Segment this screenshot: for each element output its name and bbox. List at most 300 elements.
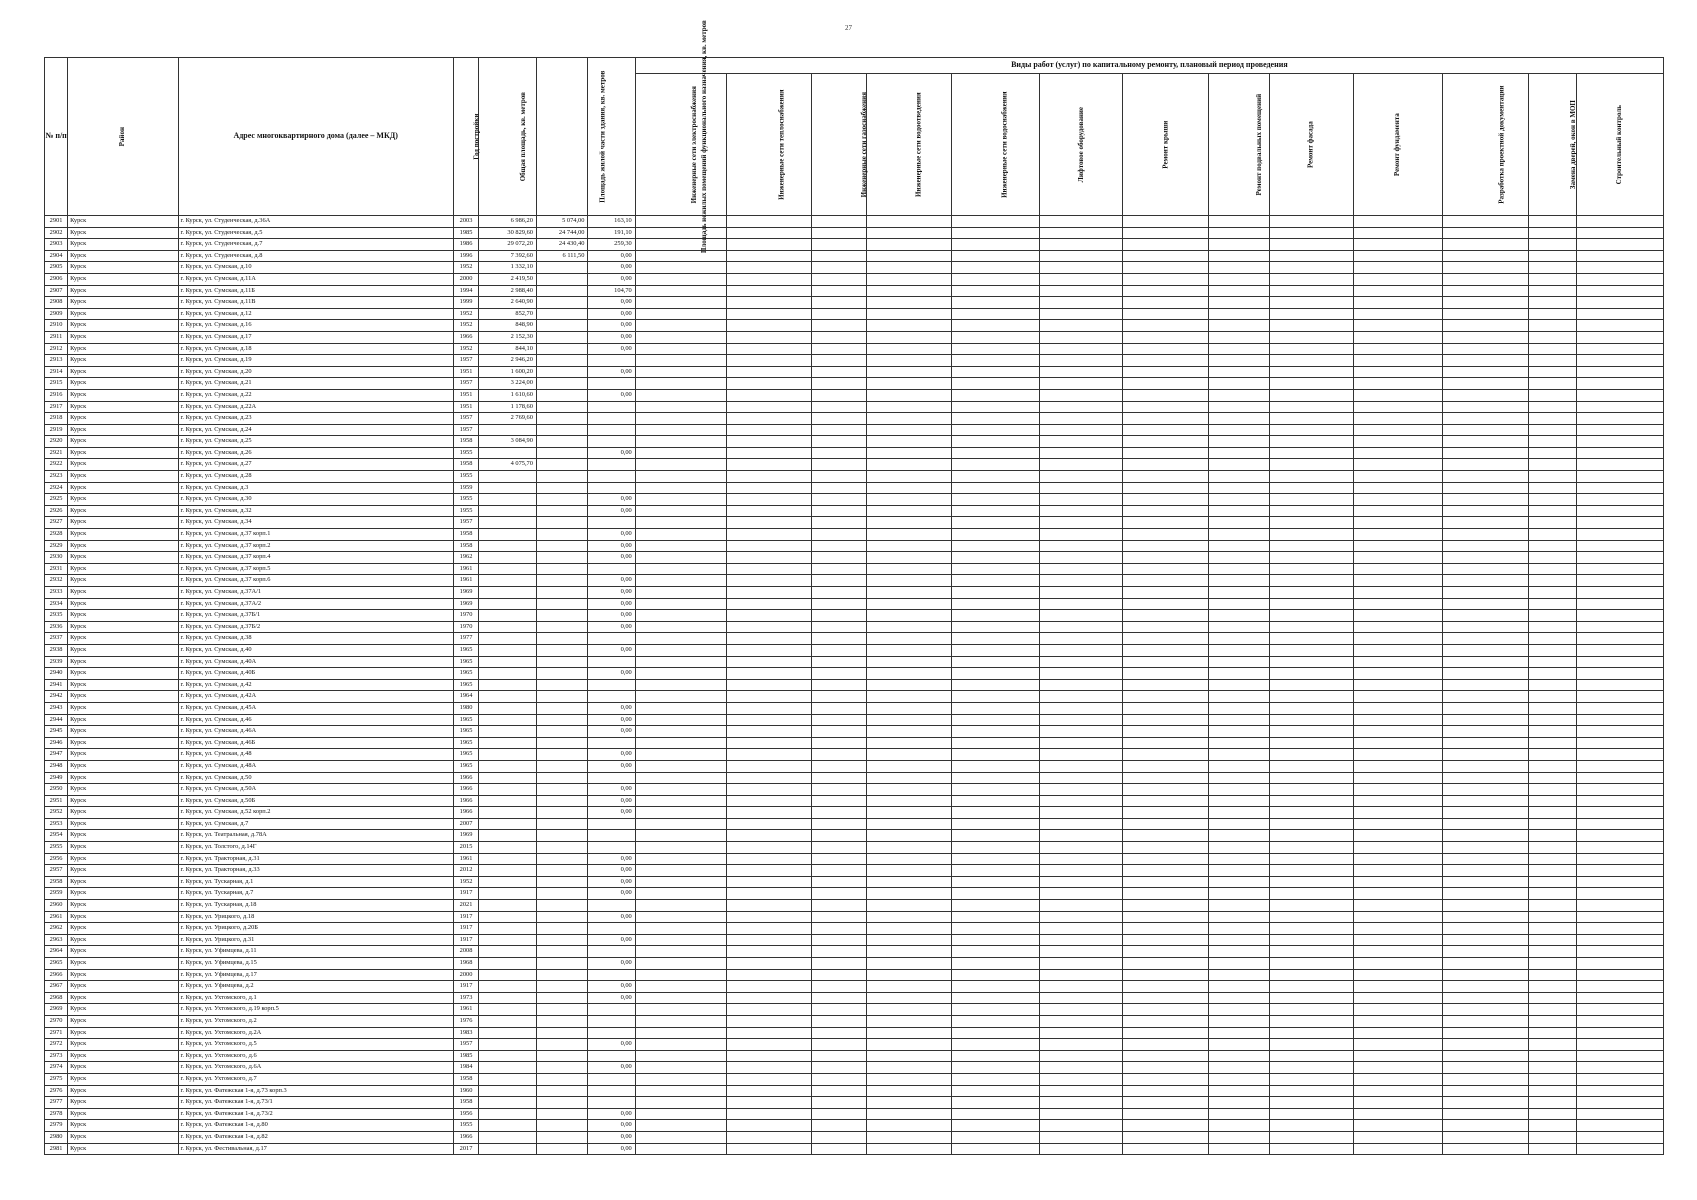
cell-work-6 — [1123, 946, 1208, 958]
cell-work-7 — [1208, 853, 1269, 865]
cell-work-3 — [867, 1050, 952, 1062]
cell-work-11 — [1529, 436, 1576, 448]
cell-work-11 — [1529, 1015, 1576, 1027]
cell-nonres-area: 0,00 — [588, 795, 635, 807]
cell-work-0 — [635, 401, 726, 413]
cell-work-4 — [952, 471, 1040, 483]
cell-district: Курск — [68, 992, 178, 1004]
cell-work-2 — [812, 1015, 867, 1027]
cell-work-6 — [1123, 900, 1208, 912]
cell-work-9 — [1353, 459, 1442, 471]
header-work-11: Замена дверей, окон в МОП — [1529, 74, 1576, 216]
cell-work-11 — [1529, 575, 1576, 587]
cell-work-9 — [1353, 1062, 1442, 1074]
cell-district: Курск — [68, 969, 178, 981]
cell-living-area — [536, 784, 588, 796]
cell-work-8 — [1269, 331, 1353, 343]
cell-district: Курск — [68, 610, 178, 622]
cell-work-8 — [1269, 250, 1353, 262]
cell-year: 2008 — [453, 946, 478, 958]
table-row — [45, 621, 1664, 633]
cell-work-0 — [635, 517, 726, 529]
cell-work-1 — [727, 1131, 812, 1143]
cell-work-5 — [1040, 691, 1123, 703]
cell-total-area — [479, 876, 537, 888]
cell-work-0 — [635, 1085, 726, 1097]
cell-address: г. Курск, ул. Ухтомского, д.6А — [178, 1062, 453, 1074]
cell-work-1 — [727, 1073, 812, 1085]
cell-work-8 — [1269, 343, 1353, 355]
cell-num: 2915 — [45, 378, 68, 390]
cell-year: 1985 — [453, 227, 478, 239]
cell-living-area — [536, 633, 588, 645]
cell-work-12 — [1576, 436, 1663, 448]
cell-nonres-area: 0,00 — [588, 343, 635, 355]
cell-year: 2003 — [453, 216, 478, 228]
cell-work-5 — [1040, 331, 1123, 343]
cell-work-10 — [1443, 1085, 1529, 1097]
cell-work-7 — [1208, 1120, 1269, 1132]
cell-work-9 — [1353, 1004, 1442, 1016]
cell-work-9 — [1353, 807, 1442, 819]
cell-total-area — [479, 842, 537, 854]
cell-work-4 — [952, 239, 1040, 251]
cell-work-5 — [1040, 1073, 1123, 1085]
cell-work-7 — [1208, 575, 1269, 587]
cell-work-9 — [1353, 598, 1442, 610]
cell-work-3 — [867, 1004, 952, 1016]
cell-nonres-area: 0,00 — [588, 807, 635, 819]
cell-work-12 — [1576, 1097, 1663, 1109]
cell-work-1 — [727, 436, 812, 448]
cell-work-6 — [1123, 702, 1208, 714]
cell-work-11 — [1529, 818, 1576, 830]
table-row — [45, 888, 1664, 900]
cell-work-9 — [1353, 842, 1442, 854]
cell-work-2 — [812, 355, 867, 367]
cell-address: г. Курск, ул. Фатежская 1-я, д.73/2 — [178, 1108, 453, 1120]
cell-work-6 — [1123, 563, 1208, 575]
cell-work-1 — [727, 355, 812, 367]
cell-district: Курск — [68, 262, 178, 274]
cell-work-5 — [1040, 1085, 1123, 1097]
cell-work-8 — [1269, 668, 1353, 680]
cell-work-12 — [1576, 644, 1663, 656]
cell-total-area — [479, 726, 537, 738]
cell-work-10 — [1443, 668, 1529, 680]
cell-total-area — [479, 598, 537, 610]
cell-district: Курск — [68, 331, 178, 343]
cell-nonres-area: 0,00 — [588, 366, 635, 378]
cell-work-5 — [1040, 401, 1123, 413]
cell-work-6 — [1123, 772, 1208, 784]
cell-address: г. Курск, ул. Сумская, д.50А — [178, 784, 453, 796]
cell-address: г. Курск, ул. Сумская, д.25 — [178, 436, 453, 448]
cell-work-6 — [1123, 644, 1208, 656]
cell-work-7 — [1208, 1050, 1269, 1062]
cell-total-area — [479, 1085, 537, 1097]
cell-district: Курск — [68, 1143, 178, 1155]
cell-year: 1983 — [453, 1027, 478, 1039]
cell-total-area: 2 769,60 — [479, 413, 537, 425]
cell-work-7 — [1208, 1004, 1269, 1016]
cell-nonres-area — [588, 830, 635, 842]
cell-work-11 — [1529, 239, 1576, 251]
cell-district: Курск — [68, 1097, 178, 1109]
cell-work-12 — [1576, 946, 1663, 958]
cell-district: Курск — [68, 795, 178, 807]
cell-work-11 — [1529, 772, 1576, 784]
cell-work-11 — [1529, 401, 1576, 413]
cell-work-4 — [952, 587, 1040, 599]
cell-work-4 — [952, 784, 1040, 796]
cell-work-0 — [635, 262, 726, 274]
table-row — [45, 389, 1664, 401]
table-row — [45, 807, 1664, 819]
cell-year: 1968 — [453, 958, 478, 970]
cell-work-8 — [1269, 958, 1353, 970]
cell-num: 2938 — [45, 644, 68, 656]
cell-nonres-area: 0,00 — [588, 784, 635, 796]
cell-address: г. Курск, ул. Сумская, д.50Б — [178, 795, 453, 807]
cell-work-4 — [952, 981, 1040, 993]
header-work-8: Ремонт фасада — [1269, 74, 1353, 216]
cell-work-7 — [1208, 992, 1269, 1004]
cell-work-0 — [635, 587, 726, 599]
cell-total-area — [479, 772, 537, 784]
cell-work-1 — [727, 389, 812, 401]
cell-work-4 — [952, 633, 1040, 645]
cell-living-area — [536, 517, 588, 529]
cell-work-8 — [1269, 413, 1353, 425]
cell-address: г. Курск, ул. Сумская, д.11В — [178, 297, 453, 309]
cell-address: г. Курск, ул. Сумская, д.48 — [178, 749, 453, 761]
cell-work-3 — [867, 1027, 952, 1039]
cell-living-area — [536, 436, 588, 448]
cell-total-area — [479, 471, 537, 483]
cell-address: г. Курск, ул. Сумская, д.37 корп.1 — [178, 529, 453, 541]
cell-work-9 — [1353, 1108, 1442, 1120]
cell-work-1 — [727, 1085, 812, 1097]
cell-work-10 — [1443, 331, 1529, 343]
cell-work-11 — [1529, 807, 1576, 819]
cell-work-5 — [1040, 668, 1123, 680]
cell-work-7 — [1208, 760, 1269, 772]
cell-work-12 — [1576, 378, 1663, 390]
cell-work-0 — [635, 992, 726, 1004]
cell-work-5 — [1040, 413, 1123, 425]
cell-address: г. Курск, ул. Фатежская 1-я, д.80 — [178, 1120, 453, 1132]
cell-work-9 — [1353, 958, 1442, 970]
cell-total-area — [479, 1050, 537, 1062]
cell-work-11 — [1529, 911, 1576, 923]
cell-work-10 — [1443, 923, 1529, 935]
cell-work-1 — [727, 366, 812, 378]
cell-total-area: 2 152,30 — [479, 331, 537, 343]
cell-work-7 — [1208, 726, 1269, 738]
table-row — [45, 227, 1664, 239]
cell-num: 2965 — [45, 958, 68, 970]
cell-work-12 — [1576, 471, 1663, 483]
cell-work-4 — [952, 1143, 1040, 1155]
cell-work-9 — [1353, 1073, 1442, 1085]
cell-work-11 — [1529, 633, 1576, 645]
table-row — [45, 413, 1664, 425]
cell-work-7 — [1208, 795, 1269, 807]
cell-living-area: 6 111,50 — [536, 250, 588, 262]
cell-work-2 — [812, 981, 867, 993]
cell-work-5 — [1040, 1050, 1123, 1062]
cell-address: г. Курск, ул. Сумская, д.22А — [178, 401, 453, 413]
table-row — [45, 702, 1664, 714]
cell-nonres-area: 0,00 — [588, 888, 635, 900]
cell-address: г. Курск, ул. Уфимцева, д.17 — [178, 969, 453, 981]
cell-work-10 — [1443, 378, 1529, 390]
cell-work-5 — [1040, 482, 1123, 494]
cell-work-4 — [952, 378, 1040, 390]
cell-work-5 — [1040, 308, 1123, 320]
cell-work-11 — [1529, 297, 1576, 309]
capital-repair-table-container — [44, 20, 1664, 1155]
cell-work-5 — [1040, 644, 1123, 656]
cell-address: г. Курск, ул. Сумская, д.40Б — [178, 668, 453, 680]
cell-work-7 — [1208, 436, 1269, 448]
cell-nonres-area: 259,30 — [588, 239, 635, 251]
cell-year: 1999 — [453, 297, 478, 309]
cell-work-4 — [952, 749, 1040, 761]
cell-num: 2933 — [45, 587, 68, 599]
cell-address: г. Курск, ул. Сумская, д.38 — [178, 633, 453, 645]
cell-address: г. Курск, ул. Сумская, д.11Б — [178, 285, 453, 297]
cell-work-8 — [1269, 1120, 1353, 1132]
cell-work-5 — [1040, 992, 1123, 1004]
cell-work-9 — [1353, 726, 1442, 738]
cell-living-area — [536, 702, 588, 714]
cell-nonres-area — [588, 1004, 635, 1016]
cell-year: 1966 — [453, 331, 478, 343]
cell-work-9 — [1353, 1039, 1442, 1051]
cell-num: 2944 — [45, 714, 68, 726]
cell-work-7 — [1208, 969, 1269, 981]
cell-work-10 — [1443, 529, 1529, 541]
header-work-group: Виды работ (услуг) по капитальному ремонту, плановый период проведения — [635, 58, 1663, 74]
cell-work-3 — [867, 563, 952, 575]
cell-work-6 — [1123, 297, 1208, 309]
cell-living-area — [536, 1120, 588, 1132]
cell-work-2 — [812, 227, 867, 239]
cell-work-4 — [952, 795, 1040, 807]
cell-work-3 — [867, 702, 952, 714]
cell-year: 1917 — [453, 911, 478, 923]
cell-work-12 — [1576, 1143, 1663, 1155]
cell-district: Курск — [68, 540, 178, 552]
cell-work-4 — [952, 366, 1040, 378]
cell-work-7 — [1208, 842, 1269, 854]
cell-num: 2920 — [45, 436, 68, 448]
cell-work-7 — [1208, 668, 1269, 680]
cell-work-3 — [867, 888, 952, 900]
cell-work-10 — [1443, 389, 1529, 401]
cell-work-7 — [1208, 447, 1269, 459]
cell-work-1 — [727, 958, 812, 970]
cell-work-9 — [1353, 644, 1442, 656]
cell-year: 2017 — [453, 1143, 478, 1155]
cell-district: Курск — [68, 818, 178, 830]
cell-work-2 — [812, 807, 867, 819]
cell-work-4 — [952, 830, 1040, 842]
cell-work-5 — [1040, 760, 1123, 772]
cell-work-1 — [727, 656, 812, 668]
cell-living-area — [536, 494, 588, 506]
cell-work-0 — [635, 413, 726, 425]
cell-work-12 — [1576, 610, 1663, 622]
cell-num: 2950 — [45, 784, 68, 796]
cell-living-area — [536, 505, 588, 517]
table-row — [45, 1143, 1664, 1155]
cell-year: 1966 — [453, 784, 478, 796]
cell-living-area — [536, 714, 588, 726]
cell-work-9 — [1353, 1015, 1442, 1027]
cell-work-3 — [867, 853, 952, 865]
cell-work-10 — [1443, 250, 1529, 262]
cell-work-0 — [635, 888, 726, 900]
cell-nonres-area: 0,00 — [588, 668, 635, 680]
cell-living-area — [536, 308, 588, 320]
cell-work-10 — [1443, 401, 1529, 413]
cell-district: Курск — [68, 760, 178, 772]
cell-living-area — [536, 598, 588, 610]
cell-work-8 — [1269, 447, 1353, 459]
cell-work-11 — [1529, 494, 1576, 506]
cell-work-10 — [1443, 737, 1529, 749]
cell-work-8 — [1269, 795, 1353, 807]
cell-work-7 — [1208, 749, 1269, 761]
cell-nonres-area: 0,00 — [588, 934, 635, 946]
cell-district: Курск — [68, 656, 178, 668]
cell-work-8 — [1269, 459, 1353, 471]
cell-work-10 — [1443, 540, 1529, 552]
cell-work-1 — [727, 552, 812, 564]
cell-work-6 — [1123, 482, 1208, 494]
cell-work-5 — [1040, 529, 1123, 541]
cell-work-3 — [867, 216, 952, 228]
cell-work-9 — [1353, 795, 1442, 807]
cell-work-4 — [952, 679, 1040, 691]
cell-work-3 — [867, 273, 952, 285]
cell-work-0 — [635, 633, 726, 645]
cell-work-5 — [1040, 424, 1123, 436]
cell-work-6 — [1123, 1027, 1208, 1039]
cell-work-5 — [1040, 946, 1123, 958]
table-row — [45, 876, 1664, 888]
cell-work-1 — [727, 1050, 812, 1062]
cell-work-4 — [952, 1097, 1040, 1109]
cell-total-area — [479, 714, 537, 726]
cell-work-9 — [1353, 575, 1442, 587]
cell-work-6 — [1123, 262, 1208, 274]
cell-work-8 — [1269, 552, 1353, 564]
cell-num: 2942 — [45, 691, 68, 703]
cell-work-12 — [1576, 1120, 1663, 1132]
cell-work-4 — [952, 459, 1040, 471]
cell-num: 2960 — [45, 900, 68, 912]
cell-work-8 — [1269, 366, 1353, 378]
cell-work-5 — [1040, 378, 1123, 390]
cell-total-area — [479, 494, 537, 506]
cell-work-5 — [1040, 598, 1123, 610]
cell-nonres-area: 0,00 — [588, 726, 635, 738]
cell-year: 1961 — [453, 1004, 478, 1016]
cell-living-area — [536, 1039, 588, 1051]
cell-work-5 — [1040, 900, 1123, 912]
cell-work-5 — [1040, 1143, 1123, 1155]
cell-work-12 — [1576, 517, 1663, 529]
cell-work-7 — [1208, 714, 1269, 726]
cell-work-6 — [1123, 1120, 1208, 1132]
cell-year: 2000 — [453, 969, 478, 981]
cell-work-0 — [635, 436, 726, 448]
cell-work-9 — [1353, 250, 1442, 262]
cell-work-5 — [1040, 807, 1123, 819]
cell-work-11 — [1529, 378, 1576, 390]
cell-year: 1956 — [453, 1108, 478, 1120]
cell-district: Курск — [68, 308, 178, 320]
cell-work-1 — [727, 610, 812, 622]
cell-work-0 — [635, 598, 726, 610]
cell-work-3 — [867, 807, 952, 819]
cell-district: Курск — [68, 865, 178, 877]
cell-work-0 — [635, 1015, 726, 1027]
cell-work-8 — [1269, 934, 1353, 946]
cell-work-11 — [1529, 923, 1576, 935]
cell-year: 1955 — [453, 505, 478, 517]
cell-work-0 — [635, 958, 726, 970]
cell-work-10 — [1443, 482, 1529, 494]
cell-work-0 — [635, 552, 726, 564]
cell-work-6 — [1123, 239, 1208, 251]
cell-work-4 — [952, 818, 1040, 830]
cell-work-12 — [1576, 691, 1663, 703]
cell-work-7 — [1208, 946, 1269, 958]
cell-work-11 — [1529, 668, 1576, 680]
cell-work-3 — [867, 320, 952, 332]
cell-year: 1965 — [453, 726, 478, 738]
cell-work-11 — [1529, 250, 1576, 262]
cell-district: Курск — [68, 366, 178, 378]
cell-total-area — [479, 1131, 537, 1143]
cell-work-1 — [727, 343, 812, 355]
cell-work-3 — [867, 1085, 952, 1097]
cell-work-2 — [812, 668, 867, 680]
cell-work-1 — [727, 807, 812, 819]
cell-living-area — [536, 1073, 588, 1085]
cell-work-6 — [1123, 320, 1208, 332]
cell-work-9 — [1353, 1097, 1442, 1109]
cell-work-7 — [1208, 343, 1269, 355]
cell-work-4 — [952, 610, 1040, 622]
cell-work-11 — [1529, 1004, 1576, 1016]
table-row — [45, 691, 1664, 703]
cell-work-3 — [867, 587, 952, 599]
cell-year: 1958 — [453, 529, 478, 541]
cell-work-6 — [1123, 784, 1208, 796]
cell-work-10 — [1443, 1015, 1529, 1027]
cell-work-6 — [1123, 1050, 1208, 1062]
table-row — [45, 331, 1664, 343]
cell-work-6 — [1123, 552, 1208, 564]
cell-work-11 — [1529, 343, 1576, 355]
cell-total-area — [479, 656, 537, 668]
